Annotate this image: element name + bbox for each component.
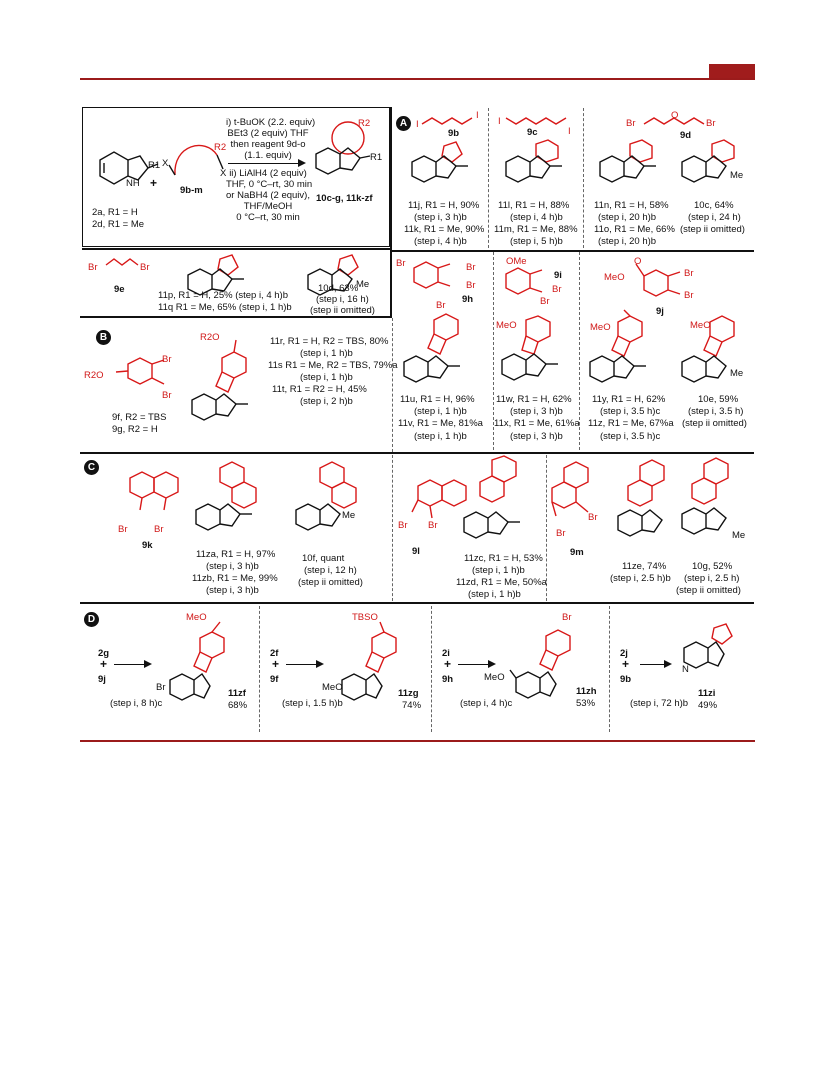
d2-plus: + [272,657,280,671]
9f-br-top: Br [162,354,172,365]
indole-2a-structure [90,150,160,200]
conditions-ii-1: ii) LiAlH4 (2 equiv) [229,168,307,179]
10g-cond2: (step ii omitted) [676,585,741,596]
10f-label: 10f, quant [302,553,345,564]
11zh-yield: 53% [576,698,596,709]
d4-reactant-b: 9b [620,674,632,685]
conditions-i-2: BEt3 (2 equiv) THF [227,128,309,139]
11l-label: 11l, R1 = H, 88% [498,200,570,211]
9b-i-left: I [416,119,419,130]
sep-a2 [583,108,584,248]
d1-plus: + [100,657,108,671]
11zg-tbso: TBSO [352,612,378,623]
9c-i-right: I [568,126,571,137]
11zh-meo: MeO [484,672,505,683]
10c-me: Me [730,170,744,181]
11v-cond: (step i, 1 h)b [414,431,467,442]
reagent-9e-label: 9e [114,284,125,295]
9f-label: 9f, R2 = TBS [112,412,167,423]
conditions-ii-3: or NaBH4 (2 equiv), [226,190,310,201]
conditions-i-1: i) t-BuOK (2.2. equiv) [226,117,316,128]
sm-2a-label: 2a, R1 = H [92,207,138,218]
reagent-9k-label: 9k [142,540,153,551]
11k-cond: (step i, 4 h)b [414,236,467,247]
11za-cond: (step i, 3 h)b [206,561,259,572]
10d-me: Me [356,279,370,290]
rule-a-bottom [80,316,392,318]
11u-label: 11u, R1 = H, 96% [400,394,475,405]
reagent-9c-structure [502,112,574,132]
conditions-i-3: then reagent 9d-o [230,139,306,150]
footer-rule [80,740,755,742]
x-label-left: X [162,158,169,169]
d3-reactant-a: 2i [442,648,450,659]
9h-br-ring: Br [396,258,406,269]
sm-2d-label: 2d, R1 = Me [92,219,145,230]
9e-br-left: Br [88,262,98,273]
sep-d2 [431,606,432,732]
section-d-badge: D [84,612,99,627]
reagent-9i-label: 9i [554,270,562,281]
11zi-yield: 49% [698,700,718,711]
d1-reactant-b: 9j [98,674,106,685]
reagent-9j-structure [630,262,710,312]
11zf-br: Br [156,682,166,693]
9k-br-right: Br [154,524,164,535]
d4-arrow [640,664,670,665]
11zi-n: N [682,664,689,675]
10c-cond2: (step ii omitted) [680,224,745,235]
product-11u-structure [398,306,488,406]
11s-label: 11s R1 = Me, R2 = TBS, 79%a [268,360,398,371]
product-11j-structure [406,140,486,190]
11o-label: 11o, R1 = Me, 66% [594,224,675,235]
rule-a-top [82,248,392,250]
conditions-i-4: (1.1. equiv) [244,150,292,161]
11r-label: 11r, R1 = H, R2 = TBS, 80% [270,336,389,347]
conditions-ii-5: 0 °C–rt, 30 min [236,212,300,223]
section-b-badge: B [96,330,111,345]
10e-cond2: (step ii omitted) [682,418,747,429]
11zf-meo: MeO [186,612,207,623]
11o-cond: (step i, 20 h)b [598,236,657,247]
9j-br-bottom: Br [684,290,694,301]
9d-o: O [671,110,679,121]
11q-label: 11q R1 = Me, 65% (step i, 1 h)b [158,302,292,313]
11j-cond: (step i, 3 h)b [414,212,467,223]
11zd-cond: (step i, 1 h)b [468,589,521,600]
11zh-label: 11zh [576,686,597,697]
11y-label: 11y, R1 = H, 62% [592,394,666,405]
9f-br-bottom: Br [162,390,172,401]
9d-br-left: Br [626,118,636,129]
header-tab-marker [709,64,755,78]
11zf-label: 11zf [228,688,246,699]
11s-cond: (step i, 1 h)b [300,372,353,383]
11za-label: 11za, R1 = H, 97% [196,549,276,560]
reagent-9i-structure [500,264,560,304]
11u-br: Br [436,300,446,311]
9i-br-top: Br [552,284,562,295]
d2-cond: (step i, 1.5 h)b [282,698,343,709]
11x-cond: (step i, 3 h)b [510,431,563,442]
conditions-ii-2: THF, 0 °C–rt, 30 min [226,179,313,190]
10f-cond: (step i, 12 h) [304,565,357,576]
reagent-9k-structure [124,466,188,526]
product-10c-structure [676,140,756,190]
10e-cond: (step i, 3.5 h) [688,406,744,417]
9h-br-bottom: Br [466,280,476,291]
10e-label: 10e, 59% [698,394,739,405]
9d-br-right: Br [706,118,716,129]
9g-label: 9g, R2 = H [112,424,158,435]
reagent-9m-label: 9m [570,547,584,558]
11t-label: 11t, R1 = R2 = H, 45% [272,384,367,395]
reagent-9h-label: 9h [462,294,474,305]
9m-br-right: Br [588,512,598,523]
11n-label: 11n, R1 = H, 58% [594,200,669,211]
9m-br-left: Br [556,528,566,539]
10d-label: 10d, 63% [318,283,359,294]
9j-meo: MeO [604,272,625,283]
11zb-cond: (step i, 3 h)b [206,585,259,596]
11k-label: 11k, R1 = Me, 90% [404,224,485,235]
rule-a-vertical [390,107,392,317]
11zf-yield: 68% [228,700,248,711]
10g-cond: (step i, 2.5 h) [684,573,740,584]
11n-cond: (step i, 20 h)b [598,212,657,223]
reagent-9l-label: 9l [412,546,420,557]
reagent-9b-label: 9b [448,128,460,139]
11x-label: 11x, R1 = Me, 61%a [494,418,580,429]
11r-r2o: R2O [200,332,220,343]
reagent-9e-structure [102,255,142,275]
d4-plus: + [622,657,630,671]
rule-c-bottom [80,602,754,604]
10f-me: Me [342,510,356,521]
11zg-yield: 74% [402,700,422,711]
product-11ze-structure [612,458,682,548]
9i-ome: OMe [506,256,527,267]
d4-reactant-a: 2j [620,648,628,659]
10d-cond: (step i, 16 h) [316,294,369,305]
rule-a-right [392,250,754,252]
d1-arrow [114,664,150,665]
d3-plus: + [444,657,452,671]
11p-label: 11p, R1 = H, 25% (step i, 4 h)b [158,290,288,301]
11zb-label: 11zb, R1 = Me, 99% [192,573,278,584]
nh-label: NH [126,178,140,189]
11r-cond: (step i, 1 h)b [300,348,353,359]
11zd-label: 11zd, R1 = Me, 50%a [456,577,547,588]
10d-cond2: (step ii omitted) [310,305,375,316]
reagent-9c-label: 9c [527,127,538,138]
d3-cond: (step i, 4 h)c [460,698,513,709]
10e-me: Me [730,368,744,379]
product-11n-structure [594,140,674,190]
d2-reactant-a: 2f [270,648,279,659]
d2-reactant-b: 9f [270,674,279,685]
section-a-badge: A [396,116,411,131]
10f-cond2: (step ii omitted) [298,577,363,588]
11y-cond: (step i, 3.5 h)c [600,406,661,417]
11y-meo: MeO [590,322,611,333]
product-11r-structure [186,340,266,440]
product-11zi-structure [678,622,758,692]
9e-br-right: Br [140,262,150,273]
9c-i-left: I [498,116,501,127]
11l-cond: (step i, 4 h)b [510,212,563,223]
product-r1-label: R1 [370,152,383,163]
10g-me: Me [732,530,746,541]
d1-reactant-a: 2g [98,648,110,659]
product-r2-label: R2 [358,118,371,129]
11j-label: 11j, R1 = H, 90% [408,200,480,211]
11zc-label: 11zc, R1 = H, 53% [464,553,543,564]
10e-meo: MeO [690,320,711,331]
9j-o: O [634,256,642,267]
11t-cond: (step i, 2 h)b [300,396,353,407]
reagent-9j-label: 9j [656,306,664,317]
d3-arrow [458,664,494,665]
11zc-cond: (step i, 1 h)b [472,565,525,576]
11w-label: 11w, R1 = H, 62% [496,394,572,405]
11zg-label: 11zg [398,688,419,699]
d2-arrow [286,664,322,665]
9f-r2o: R2O [84,370,104,381]
sep-d3 [609,606,610,732]
rule-b-bottom [80,452,754,454]
product-10e-structure [676,310,756,400]
sep-b0 [392,318,393,452]
11ze-cond: (step i, 2.5 h)b [610,573,671,584]
11w-meo: MeO [496,320,517,331]
11w-cond: (step i, 3 h)b [510,406,563,417]
9k-br-left: Br [118,524,128,535]
11v-label: 11v, R1 = Me, 81%a [398,418,483,429]
11u-cond: (step i, 1 h)b [414,406,467,417]
10g-label: 10g, 52% [692,561,733,572]
10c-label: 10c, 64% [694,200,734,211]
9l-br-left: Br [398,520,408,531]
d3-reactant-b: 9h [442,674,454,685]
sep-c1 [392,455,393,601]
reagent-9d-label: 9d [680,130,692,141]
9j-br-top: Br [684,268,694,279]
d4-cond: (step i, 72 h)b [630,698,689,709]
9h-br-top: Br [466,262,476,273]
reagent-9bm-label: 9b-m [180,185,203,196]
conditions-ii-4: THF/MeOH [243,201,293,212]
9l-br-right: Br [428,520,438,531]
10c-cond: (step i, 24 h) [688,212,741,223]
9b-i-right: I [476,110,479,121]
x-label-right: X [220,168,227,179]
11zh-br: Br [562,612,572,623]
11zg-meo: MeO [322,682,343,693]
9i-br-bottom: Br [540,296,550,307]
product-11l-structure [500,140,580,190]
general-reaction-arrow [228,163,304,164]
11m-label: 11m, R1 = Me, 88% [494,224,578,235]
section-c-badge: C [84,460,99,475]
product-10f-structure [290,458,370,548]
plus-sign: + [150,176,158,190]
11z-label: 11z, R1 = Me, 67%a [588,418,674,429]
product-11zc-structure [458,456,538,546]
sep-a1 [488,108,489,248]
header-rule [80,78,755,80]
product-11za-structure [190,458,270,548]
11zi-label: 11zi [698,688,716,699]
d1-cond: (step i, 8 h)c [110,698,163,709]
sep-d1 [259,606,260,732]
r1-label: R1 [148,160,161,171]
11ze-label: 11ze, 74% [622,561,667,572]
11z-cond: (step i, 3.5 h)c [600,431,661,442]
11m-cond: (step i, 5 h)b [510,236,563,247]
product-label: 10c-g, 11k-zf [316,193,373,204]
r2-label: R2 [214,142,227,153]
